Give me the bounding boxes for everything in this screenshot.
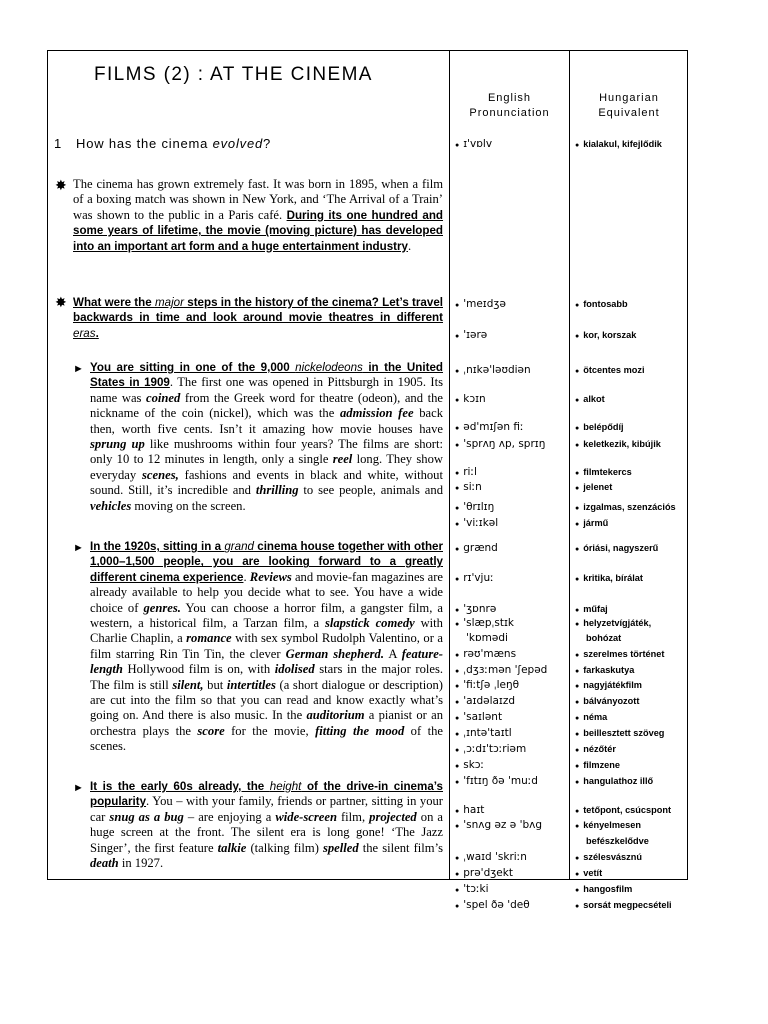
hungarian-entry: ● tetőpont, csúcspont bbox=[575, 805, 672, 815]
bullet-dot-icon: ● bbox=[575, 367, 580, 375]
bullet-dot-icon: ● bbox=[575, 575, 580, 583]
bullet-dot-icon: ● bbox=[575, 870, 580, 878]
asterisk-bullet-icon: ✸ bbox=[55, 296, 67, 311]
pronunciation-entry: ● ɪ'vɒlv bbox=[455, 138, 493, 150]
bullet-dot-icon: ● bbox=[455, 870, 460, 878]
triangle-bullet-icon: ► bbox=[73, 782, 84, 794]
hungarian-entry: ● kor, korszak bbox=[575, 330, 637, 340]
asterisk-bullet-icon: ✸ bbox=[55, 179, 67, 194]
bullet-dot-icon: ● bbox=[455, 651, 460, 659]
bullet-dot-icon: ● bbox=[575, 762, 580, 770]
bullet-dot-icon: ● bbox=[455, 902, 460, 910]
bullet-dot-icon: ● bbox=[455, 698, 460, 706]
pronunciation-entry: ● 'viːɪkəl bbox=[455, 517, 499, 529]
bullet-dot-icon: ● bbox=[575, 746, 580, 754]
bullet-dot-icon: ● bbox=[455, 367, 460, 375]
bullet-dot-icon: ● bbox=[575, 667, 580, 675]
bullet-dot-icon: ● bbox=[575, 620, 580, 628]
hungarian-entry: ● filmtekercs bbox=[575, 467, 632, 477]
hungarian-entry: ● beillesztett szöveg bbox=[575, 728, 665, 738]
bullet-dot-icon: ● bbox=[455, 332, 460, 340]
bullet-dot-icon: ● bbox=[455, 886, 460, 894]
bullet-dot-icon: ● bbox=[575, 484, 580, 492]
bullet-dot-icon: ● bbox=[455, 606, 460, 614]
pronunciation-entry: ● ˌwaɪd 'skriːn bbox=[455, 851, 527, 863]
paragraph-1920s: In the 1920s, sitting in a grand cinema house together with other 1,000–1,500 people, you are looking forward to a greatly different cinema experience. Reviews and movie-fan magazines are already available to help you decide what to see. You have a wide choice of genres. You can choose a horror film, a gangster film, a western, a historical film, a Tarzan film, a slapstick comedy with Charlie Chaplin, a romance with sex symbol Rudolph Valentino, or a film starring Rin Tin Tin, the clever German shepherd. A feature-length Hollywood film is on, with idolised stars in the major roles. The film is still silent, but intertitles (a short dialogue or description) are cut into the film so that you can read and know exactly what’s going on. And there is also music. In the auditorium a pianist or an orchestra plays the score for the movie, fitting the mood of the scenes. bbox=[90, 540, 444, 754]
bullet-dot-icon: ● bbox=[575, 682, 580, 690]
hungarian-entry: ● keletkezik, kibújik bbox=[575, 439, 661, 449]
pronunciation-entry: ● ˌnɪkə'ləʊdiən bbox=[455, 364, 531, 376]
pronunciation-entry: ● 'fɪtɪŋ ðə 'muːd bbox=[455, 775, 538, 787]
bullet-dot-icon: ● bbox=[575, 886, 580, 894]
bullet-dot-icon: ● bbox=[575, 396, 580, 404]
question-heading: 1 How has the cinema evolved? bbox=[54, 136, 272, 151]
bullet-dot-icon: ● bbox=[575, 714, 580, 722]
hungarian-entry: ● szerelmes történet bbox=[575, 649, 665, 659]
bullet-dot-icon: ● bbox=[455, 575, 460, 583]
hungarian-entry: ● óriási, nagyszerű bbox=[575, 543, 659, 553]
bullet-dot-icon: ● bbox=[575, 545, 580, 553]
bullet-dot-icon: ● bbox=[455, 854, 460, 862]
pronunciation-entry: ● haɪt bbox=[455, 804, 485, 816]
pronunciation-entry: ● 'ɪərə bbox=[455, 329, 488, 341]
hungarian-entry: ● vetít bbox=[575, 868, 603, 878]
column-header-pronunciation: English Pronunciation bbox=[469, 92, 550, 119]
bullet-dot-icon: ● bbox=[455, 667, 460, 675]
bullet-dot-icon: ● bbox=[455, 807, 460, 815]
bullet-dot-icon: ● bbox=[455, 682, 460, 690]
paragraph-1909: You are sitting in one of the 9,000 nickelodeons in the United States in 1909. The first one was opened in Pittsburgh in 1905. Its name was coined from the Greek word for theatre (odeon), and the nickname of the coin (nickel), which was the admission fee back then, worth five cents. Isn’t it amazing how movie houses have sprung up like mushrooms within four years? The films are short: only 10 to 12 minutes in length, only a single reel long. They show everyday scenes, fashions and events in black and white, without sound. Still, it’s incredible and thrilling to see people, animals and vehicles moving on the screen. bbox=[90, 361, 444, 513]
hungarian-entry: ● fontosabb bbox=[575, 299, 628, 309]
pronunciation-entry: ● rəʊ'mæns bbox=[455, 648, 517, 660]
bullet-dot-icon: ● bbox=[575, 441, 580, 449]
bullet-dot-icon: ● bbox=[455, 714, 460, 722]
pronunciation-entry: ● rɪ'vjuː bbox=[455, 572, 494, 584]
vocabulary-sheet bbox=[47, 50, 688, 911]
hungarian-entry: ● hangulathoz illő bbox=[575, 776, 654, 786]
hungarian-entry: ● kényelmesen bbox=[575, 820, 641, 830]
bullet-dot-icon: ● bbox=[575, 807, 580, 815]
paragraph-60s: It is the early 60s already, the height of the drive-in cinema’s popularity. You – with your family, friends or partner, sitting in your car snug as a bug – are enjoying a wide-screen film, projected on a huge screen at the front. The silent era is long gone! ‘The Jazz Singer’, the first feature talkie (talking film) spelled the silent film’s death in 1927. bbox=[90, 780, 444, 871]
hungarian-entry: ● jármű bbox=[575, 518, 609, 528]
bullet-dot-icon: ● bbox=[575, 141, 580, 149]
hungarian-entry: ● izgalmas, szenzációs bbox=[575, 502, 676, 512]
bullet-dot-icon: ● bbox=[575, 424, 580, 432]
bullet-dot-icon: ● bbox=[455, 484, 460, 492]
hungarian-entry: ● hangosfilm bbox=[575, 884, 633, 894]
pronunciation-entry: ● ˌɪntə'taɪtl bbox=[455, 727, 512, 739]
pronunciation-entry: ● 'saɪlənt bbox=[455, 711, 503, 723]
bullet-dot-icon: ● bbox=[575, 698, 580, 706]
hungarian-entry: befészkelődve bbox=[586, 836, 649, 846]
bullet-dot-icon: ● bbox=[575, 504, 580, 512]
bullet-dot-icon: ● bbox=[455, 396, 460, 404]
pronunciation-entry: ● grænd bbox=[455, 542, 498, 554]
bullet-dot-icon: ● bbox=[455, 730, 460, 738]
hungarian-entry: ● műfaj bbox=[575, 604, 608, 614]
triangle-bullet-icon: ► bbox=[73, 363, 84, 375]
hungarian-entry: ● helyzetvígjáték, bbox=[575, 618, 652, 628]
hungarian-entry: ● bálványozott bbox=[575, 696, 640, 706]
hungarian-entry: ● ötcentes mozi bbox=[575, 365, 645, 375]
bullet-dot-icon: ● bbox=[455, 301, 460, 309]
bullet-dot-icon: ● bbox=[575, 651, 580, 659]
bullet-dot-icon: ● bbox=[455, 620, 460, 628]
hungarian-entry: ● jelenet bbox=[575, 482, 613, 492]
bullet-dot-icon: ● bbox=[455, 822, 460, 830]
bullet-dot-icon: ● bbox=[455, 778, 460, 786]
page-title: FILMS (2) : AT THE CINEMA bbox=[94, 64, 373, 85]
bullet-dot-icon: ● bbox=[455, 469, 460, 477]
hungarian-entry: bohózat bbox=[586, 633, 622, 643]
column-divider-pronunciation bbox=[449, 51, 450, 879]
bullet-dot-icon: ● bbox=[455, 520, 460, 528]
pronunciation-entry: ● 'fiːtʃə ˌleŋθ bbox=[455, 679, 520, 691]
bullet-dot-icon: ● bbox=[575, 469, 580, 477]
paragraph-intro: The cinema has grown extremely fast. It was born in 1895, when a film of a boxing match was shown in New York, and ‘The Arrival of a Train’ was shown to the public in a Paris café. During its one hundred and some years of lifetime, the movie (moving picture) has developed into an important art form and a huge entertainment industry. bbox=[73, 177, 444, 253]
hungarian-entry: ● farkaskutya bbox=[575, 665, 635, 675]
bullet-dot-icon: ● bbox=[575, 778, 580, 786]
hungarian-entry: ● belépődíj bbox=[575, 422, 624, 432]
bullet-dot-icon: ● bbox=[575, 902, 580, 910]
pronunciation-entry: ● ˌɔːdɪ'tɔːriəm bbox=[455, 743, 527, 755]
bullet-dot-icon: ● bbox=[575, 301, 580, 309]
hungarian-entry: ● nagyjátékfilm bbox=[575, 680, 642, 690]
bullet-dot-icon: ● bbox=[455, 545, 460, 553]
pronunciation-entry: ● prə'dʒekt bbox=[455, 867, 513, 879]
pronunciation-entry: ● 'slæpˌstɪk bbox=[455, 617, 514, 629]
bullet-dot-icon: ● bbox=[575, 730, 580, 738]
hungarian-entry: ● sorsát megpecsételi bbox=[575, 900, 672, 910]
bullet-dot-icon: ● bbox=[455, 441, 460, 449]
hungarian-entry: ● szélesvásznú bbox=[575, 852, 642, 862]
bullet-dot-icon: ● bbox=[575, 606, 580, 614]
hungarian-entry: ● nézőtér bbox=[575, 744, 616, 754]
triangle-bullet-icon: ► bbox=[73, 542, 84, 554]
bullet-dot-icon: ● bbox=[455, 762, 460, 770]
pronunciation-entry: 'kɒmədi bbox=[466, 632, 508, 644]
bullet-dot-icon: ● bbox=[575, 854, 580, 862]
hungarian-entry: ● kritika, bírálat bbox=[575, 573, 643, 583]
pronunciation-entry: ● 'θrɪlɪŋ bbox=[455, 501, 495, 513]
column-divider-hungarian bbox=[569, 51, 570, 879]
pronunciation-entry: ● 'meɪdʒə bbox=[455, 298, 506, 310]
pronunciation-entry: ● 'ʒɒnrə bbox=[455, 603, 497, 615]
pronunciation-entry: ● 'aɪdəlaɪzd bbox=[455, 695, 516, 707]
pronunciation-entry: ● 'spel ðə 'deθ bbox=[455, 899, 530, 911]
pronunciation-entry: ● skɔː bbox=[455, 759, 485, 771]
pronunciation-entry: ● əd'mɪʃən fiː bbox=[455, 421, 524, 433]
paragraph-question: What were the major steps in the history of the cinema? Let’s travel backwards in time and look around movie theatres in different eras. bbox=[73, 296, 443, 340]
bullet-dot-icon: ● bbox=[575, 332, 580, 340]
hungarian-entry: ● filmzene bbox=[575, 760, 620, 770]
hungarian-entry: ● kialakul, kifejlődik bbox=[575, 139, 662, 149]
hungarian-entry: ● néma bbox=[575, 712, 608, 722]
pronunciation-entry: ● kɔɪn bbox=[455, 393, 486, 405]
bullet-dot-icon: ● bbox=[575, 822, 580, 830]
pronunciation-entry: ● 'snʌg əz ə 'bʌg bbox=[455, 819, 542, 831]
bullet-dot-icon: ● bbox=[455, 746, 460, 754]
bullet-dot-icon: ● bbox=[455, 504, 460, 512]
bullet-dot-icon: ● bbox=[575, 520, 580, 528]
pronunciation-entry: ● 'sprʌŋ ʌp, sprɪŋ bbox=[455, 438, 546, 450]
pronunciation-entry: ● siːn bbox=[455, 481, 482, 493]
bullet-dot-icon: ● bbox=[455, 424, 460, 432]
pronunciation-entry: ● 'tɔːki bbox=[455, 883, 489, 895]
hungarian-entry: ● alkot bbox=[575, 394, 605, 404]
column-header-hungarian: Hungarian Equivalent bbox=[598, 92, 660, 119]
pronunciation-entry: ● ˌdʒɜːmən 'ʃepəd bbox=[455, 664, 548, 676]
pronunciation-entry: ● riːl bbox=[455, 466, 477, 478]
bullet-dot-icon: ● bbox=[455, 141, 460, 149]
